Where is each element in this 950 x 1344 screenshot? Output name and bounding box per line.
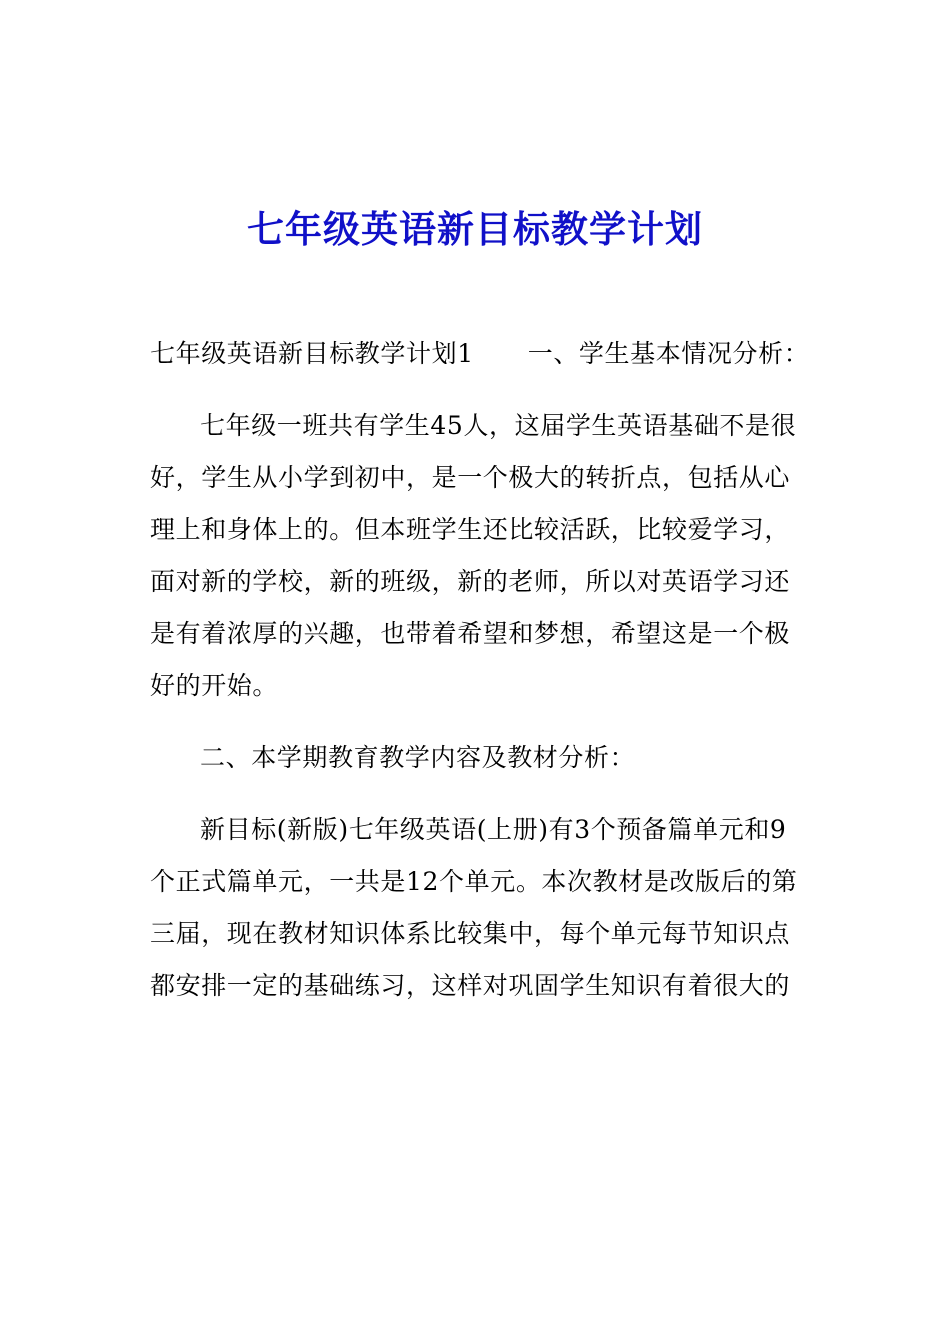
intro-line: [150, 328, 810, 380]
document-title: 七年级英语新目标教学计划: [247, 206, 703, 251]
paragraph-student-analysis: 七年级一班共有学生45人，这届学生英语基础不是很好，学生从小学到初中，是一个极大的转折点，包括从心理上和身体上的。但本班学生还比较活跃，比较爱学习，面对新的学校，新的班级，新的老师，所以对英语学习还是有着浓厚的兴趣，也带着希望和梦想，希望这是一个极好的开始。: [150, 411, 797, 700]
document-subtitle: 七年级英语新目标教学计划1: [150, 339, 474, 368]
section-2-heading: 二、本学期教育教学内容及教材分析：: [200, 743, 636, 772]
section-1-heading: 一、学生基本情况分析：: [527, 339, 810, 368]
document-body: [150, 328, 810, 1012]
paragraph-textbook-analysis: 新目标(新版)七年级英语(上册)有3个预备篇单元和9个正式篇单元，一共是12个单元。本次教材是改版后的第三届，现在教材知识体系比较集中，每个单元每节知识点都安排一定的基础练习，这样对巩固学生知识有着很大的: [150, 815, 798, 1000]
